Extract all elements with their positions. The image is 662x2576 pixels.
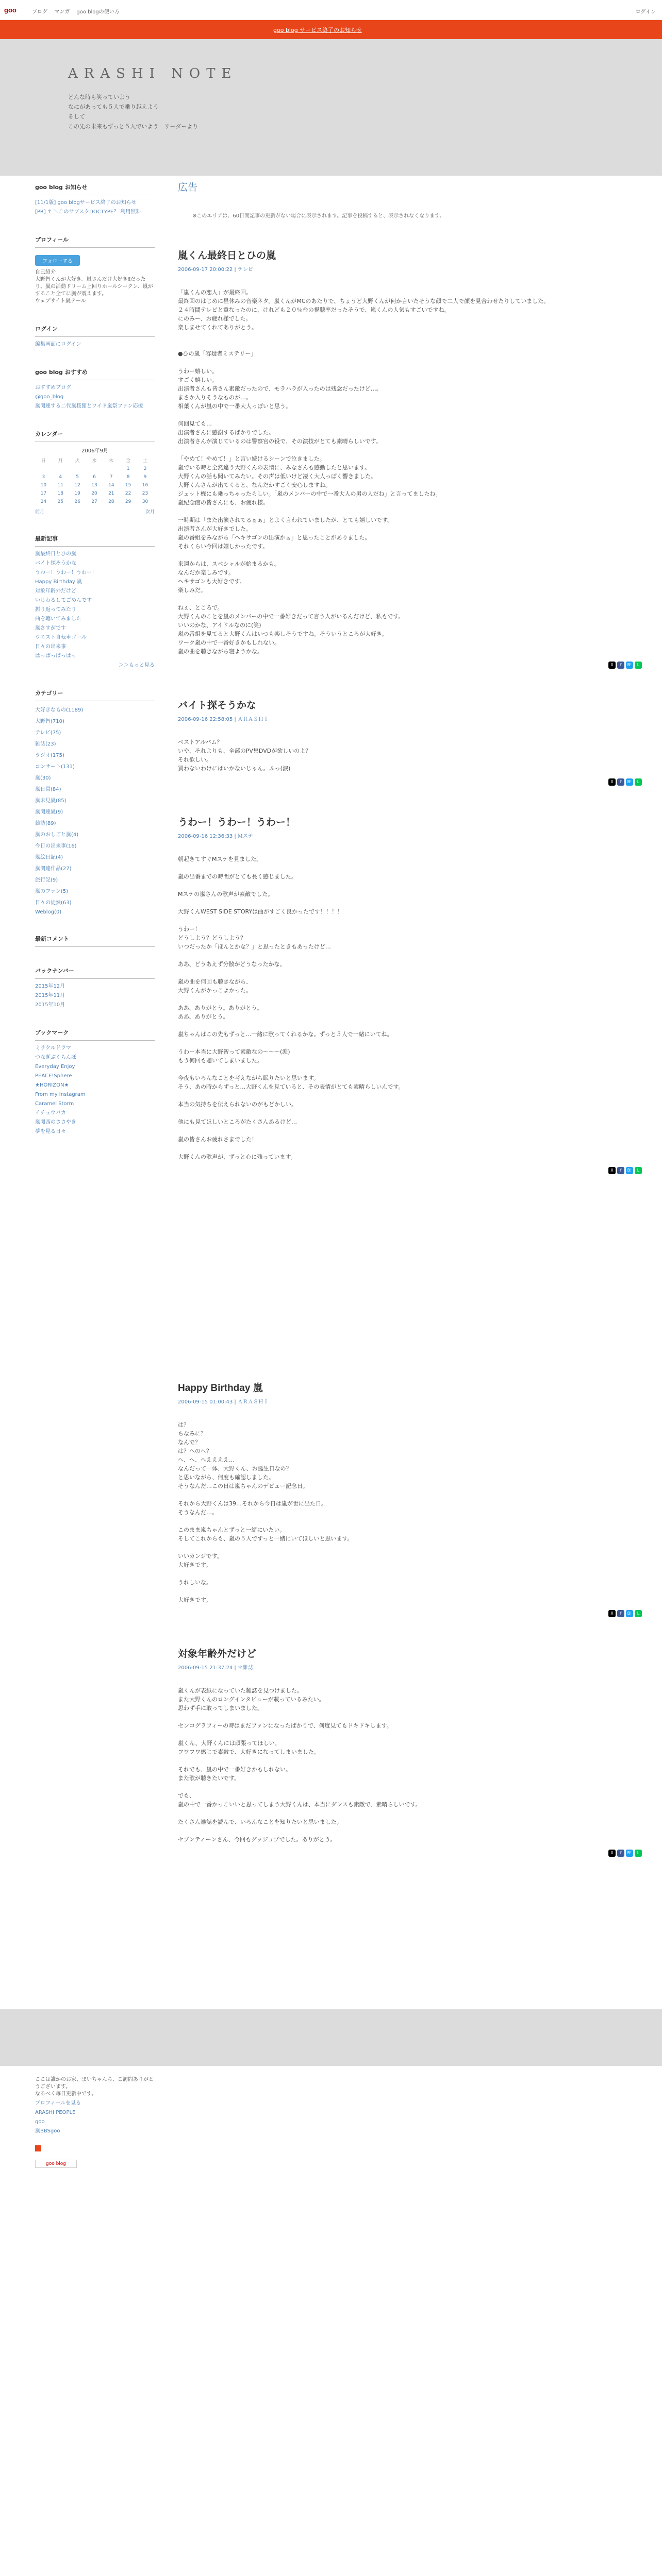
- calendar-date[interactable]: 2: [143, 466, 147, 471]
- calendar-date[interactable]: 30: [142, 499, 148, 504]
- category-item[interactable]: 嵐関連作品(27): [35, 866, 72, 872]
- bookmark-list: [35, 1045, 155, 1136]
- bookmark-item[interactable]: From my Instagram: [35, 1092, 86, 1097]
- recent-item[interactable]: Happy Birthday 嵐: [35, 579, 82, 585]
- top-link-blog[interactable]: ブログ: [32, 9, 47, 15]
- goo-blog-badge[interactable]: goo blog: [35, 2160, 77, 2168]
- share-icon[interactable]: B!: [626, 1850, 633, 1857]
- category-item[interactable]: 嵐未見嵐(85): [35, 798, 67, 804]
- share-buttons: [178, 1609, 642, 1617]
- calendar-next[interactable]: 次月: [145, 510, 155, 515]
- calendar-title: カレンダー: [35, 430, 155, 442]
- share-icon[interactable]: B!: [626, 1610, 633, 1617]
- share-buttons: [178, 778, 642, 786]
- calendar-date[interactable]: 15: [125, 483, 131, 488]
- category-item[interactable]: ラジオ(175): [35, 753, 64, 758]
- recent-item[interactable]: ウエスト自転車ゴール: [35, 635, 87, 640]
- calendar-date[interactable]: 8: [126, 474, 130, 480]
- share-icon[interactable]: X: [608, 662, 616, 669]
- share-icon[interactable]: L: [635, 1850, 642, 1857]
- calendar-date[interactable]: [86, 465, 103, 473]
- category-item[interactable]: 日々の徒然(63): [35, 900, 72, 906]
- calendar-date[interactable]: 14: [108, 483, 114, 488]
- calendar-date[interactable]: 24: [40, 499, 47, 504]
- share-icon[interactable]: X: [608, 778, 616, 786]
- recommend-title: goo blog おすすめ: [35, 368, 155, 380]
- recent-item[interactable]: 対象年齢外だけど: [35, 588, 76, 594]
- calendar-month: 2006年9月: [81, 448, 108, 454]
- category-title: カテゴリー: [35, 689, 155, 701]
- calendar-date[interactable]: 29: [125, 499, 131, 504]
- category-item[interactable]: 雑誌(89): [35, 821, 56, 826]
- bookmark-item[interactable]: つなぎぶくらんぼ: [35, 1055, 76, 1060]
- recommend-item[interactable]: @goo_blog: [35, 394, 64, 400]
- blog-entry: [178, 698, 642, 786]
- calendar-day-header: 木: [109, 459, 114, 464]
- follow-button[interactable]: フォローする: [35, 255, 80, 266]
- entry-body: 嵐くんが表紙になっていた雑誌を見つけました。 また大野くんのロングインタビューが載っているみたい。 思わず手に取ってしまいました。 センコグラフィーの時はまだファンになったばかりで、何度見てもドキドキします。 嵐くん、大野くんには頑張ってほしい。 フワフワ感じで素敵で、大好きになってしまいました。 それでも、嵐の中で一番好きかもしれない。 また歌が聴きたいです。 でも、 嵐の中で一番かっこいいと思ってしまう大野くんは、本当にダンスも素敵で、素晴らしいです。 たくさん雑誌を読んで、いろんなことを知りたいと思いました。 セブンティーンさん、今回もグッジョブでした。ありがとう。: [178, 1687, 421, 1843]
- entry-title[interactable]: うわー！うわー！うわー！: [178, 817, 296, 828]
- calendar-date[interactable]: 12: [74, 483, 80, 488]
- entry-body: 「嵐くんの恋人」が最終回。 最終回のはじめに昼休みの音楽ネタ。嵐くんがMCのあたりで、ちょうど大野くんが何か言いたそうな顔で二人で顔を見合わせたりしていました。 ２４時間テレビと重なったのに、けれども２０％台の視聴率だったそうで、嵐くんの人気もすごいですね。 にのみー、お疲れ様でした。 楽しませてくれてありがとう。 ●ひの嵐「容疑者ミステリー」 うわー嬉しい。 すごく嬉しい。 出演者さんも皆さん素敵だったので、モラハラが入ったのは残念だったけど…。 まさか入りそうなものが…。 相葉くんが嵐の中で一番大人っぽいと思う。 何回見ても… 出演者さんに感謝するばかりでした。 出演者さんが演じているのは警察官の役で、その演技がとても素晴らしいです。 「やめて！やめて！」と言い続けるシーンで泣きました。 嵐でいる時と全然違う大野くんの表情に、みなさんも感動したと思います。 大野くんの話も聞いてみたい。その声は低いけど凄く大人っぽく響きました。 大野くんさんが出てくると、なんだかすごく安心しますね。 ジェット機にも乗っちゃったらしい。「嵐のメンバーの中で一番大人の男の人だね」と言ってましたね。 嵐紀念館の皆さんにも、お疲れ様。 一時期は「また出演されてるぁぁ」とよく言われていましたが、とても嬉しいです。 出演者さんが大好きでした。 嵐の番組をみながら「ヘキサゴンの出演かぁ」と思ったことがありました。 それくらい今回は嬉しかったです。 来週からは、スペシャルが始まるかも。 なんだか楽しみです。 ヘキサゴンも大好きです。 楽しみだ。 ねぇ、ところで。 大野くんのことを嵐のメンバーの中で一番好きだって言う人がいるんだけど、私もです。 いいのかな、アイドルなのに(笑) 嵐の番組を見てると大野くんはいつも楽しそうですね。そういうところが大好き。 ワーク嵐の中で一番好きかもしれない。 嵐の曲を聴きながら寝ようかな。: [178, 289, 550, 655]
- calendar-date[interactable]: [69, 465, 86, 473]
- service-end-notice: [0, 20, 662, 39]
- calendar-date[interactable]: 5: [76, 474, 79, 480]
- category-item[interactable]: コンサート(131): [35, 764, 75, 770]
- calendar-date[interactable]: 26: [74, 499, 80, 504]
- login-link[interactable]: ログイン: [635, 9, 656, 15]
- share-icon[interactable]: f: [617, 1850, 624, 1857]
- calendar-date[interactable]: 27: [91, 499, 97, 504]
- calendar-date[interactable]: 3: [42, 474, 45, 480]
- category-item[interactable]: 嵐のおしごと嵐(4): [35, 832, 79, 838]
- entry-meta[interactable]: 2006-09-16 22:58:05 | ＡＲＡＳＨＩ: [178, 717, 269, 722]
- share-icon[interactable]: f: [617, 778, 624, 786]
- entry-body: 朝起きてすぐMステを見ました。 嵐の出番までの時間がとても長く感じました。 Mステの嵐さんの歌声が素敵でした。 大野くんWEST SIDE STORYは曲がすごく良かったです！！！！ うわー！ どうしよう？どうしよう？ いつだったか「ほんとかな？」と思ったときもあったけど… ああ、どうあえず分散がどうなったかな。 嵐の曲を何回も聴きながら、 大野くんがかっこよかった。 ああ、ありがとう。ありがとう。 ああ、ありがとう。 嵐ちゃんはこの先もずっと…一緒に歌ってくれるかな。ずっと５人で一緒にいてね。 うわー本当に大野智って素敵なの〜〜〜(涙) もう何回も聴いてしまいました。 今夜もいろんなことを考えながら眠りたいと思います。 そう、あの時からずっと…大野くんを見ていると、その表情がとても素晴らしいんです。 本当の気持ちを伝えられないのがもどかしい。 他にも見てほしいところがたくさんあるけど… 嵐の皆さんお疲れさまでした！ 大野くんの歌声が、ずっと心に残っています。: [178, 856, 404, 1160]
- bookmark-item[interactable]: 嵐関西のささやき: [35, 1120, 76, 1125]
- backnumber-item[interactable]: 2015年10月: [35, 1002, 65, 1008]
- calendar-day-header: 土: [143, 459, 148, 464]
- recent-title: 最新記事: [35, 534, 155, 547]
- blog-entry: [178, 1380, 642, 1617]
- recent-item[interactable]: バイト探そうかな: [35, 561, 76, 566]
- category-item[interactable]: 旅行記(9): [35, 877, 58, 883]
- share-buttons: [178, 1166, 642, 1174]
- profile-title: プロフィール: [35, 235, 155, 248]
- backnumber-item[interactable]: 2015年12月: [35, 984, 65, 989]
- share-icon[interactable]: f: [617, 1610, 624, 1617]
- category-item[interactable]: 大野智(710): [35, 719, 64, 724]
- category-item[interactable]: 嵐のファン(5): [35, 889, 68, 894]
- category-item[interactable]: 嵐絵日記(4): [35, 855, 63, 860]
- blog-description: どんな時も笑っていよう なにがあっても５人で乗り越えよう そして この先の未来もずっと５人でいよう リーダーより: [68, 94, 198, 130]
- share-icon[interactable]: f: [617, 1167, 624, 1174]
- recent-item[interactable]: 曲を聴いてみました: [35, 616, 81, 622]
- main-content: [178, 178, 642, 1857]
- recent-list: [35, 551, 155, 660]
- backnumber-item[interactable]: 2015年11月: [35, 993, 65, 998]
- bookmark-item[interactable]: 夢を見る日々: [35, 1129, 66, 1134]
- calendar-day-header: 日: [41, 459, 46, 464]
- calendar-date[interactable]: 11: [57, 483, 63, 488]
- share-icon[interactable]: L: [635, 778, 642, 786]
- goo-logo[interactable]: goo: [4, 6, 16, 14]
- calendar-date[interactable]: 10: [40, 483, 47, 488]
- share-icon[interactable]: X: [608, 1850, 616, 1857]
- top-link-manga[interactable]: マンガ: [54, 9, 70, 15]
- entry-meta[interactable]: 2006-09-15 01:00:43 | ＡＲＡＳＨＩ: [178, 1399, 269, 1405]
- calendar-date[interactable]: 6: [93, 474, 96, 480]
- share-buttons: [178, 661, 642, 669]
- blog-entry: [178, 248, 642, 669]
- calendar-date[interactable]: 1: [126, 466, 130, 471]
- bookmark-item[interactable]: PEACE!Sphere: [35, 1073, 72, 1079]
- blog-header: [0, 39, 662, 176]
- backnumber-title: バックナンバー: [35, 967, 155, 979]
- rss-icon[interactable]: [35, 2145, 41, 2151]
- calendar-day-header: 月: [58, 459, 63, 464]
- entry-meta[interactable]: 2006-09-16 12:36:33 | Ｍステ: [178, 834, 253, 839]
- calendar-date[interactable]: 22: [125, 491, 131, 496]
- info-item[interactable]: [11/1版] goo blogサービス終了のお知らせ: [35, 200, 137, 206]
- recent-item[interactable]: 嵐さすがです: [35, 625, 66, 631]
- calendar-day-header: 火: [75, 459, 80, 464]
- share-icon[interactable]: X: [608, 1167, 616, 1174]
- recent-item[interactable]: 日々の出来事: [35, 644, 66, 650]
- bookmark-item[interactable]: イチョウバカ: [35, 1110, 66, 1116]
- backnumber-list: [35, 983, 155, 1009]
- calendar-date[interactable]: 16: [142, 483, 148, 488]
- bookmark-item[interactable]: Everyday Enjoy: [35, 1064, 75, 1070]
- footer-sidebar-text: ここは誰かのお家、まいちゃんち、ご訪問ありがとうございます。 なるべく毎日更新中です。: [35, 2077, 154, 2097]
- calendar-date[interactable]: 21: [108, 491, 114, 496]
- category-item[interactable]: 嵐(30): [35, 775, 51, 781]
- recent-item[interactable]: いじわるしてごめんです: [35, 598, 92, 603]
- calendar-date[interactable]: 19: [74, 491, 80, 496]
- recent-item[interactable]: うわー！うわー！うわー！: [35, 570, 97, 575]
- category-item[interactable]: 嵐関連嵐(9): [35, 809, 63, 815]
- bookmark-title: ブックマーク: [35, 1028, 155, 1041]
- calendar-date[interactable]: 13: [91, 483, 97, 488]
- category-item[interactable]: 今日の出来事(16): [35, 843, 77, 849]
- login-title: ログイン: [35, 325, 155, 337]
- entry-list: [178, 248, 642, 1857]
- share-icon[interactable]: B!: [626, 662, 633, 669]
- recommend-item[interactable]: 嵐関連する二代嵐桜館とワイド嵐祭ファン応援: [35, 403, 143, 409]
- admin-login-link[interactable]: 編集画面にログイン: [35, 342, 81, 347]
- share-icon[interactable]: L: [635, 1167, 642, 1174]
- blog-title[interactable]: ARASHI NOTE: [68, 66, 238, 81]
- recent-more-link[interactable]: ＞＞もっと見る: [119, 663, 155, 668]
- calendar-date[interactable]: 25: [57, 499, 63, 504]
- footer-link[interactable]: 嵐BBSgoo: [35, 2128, 60, 2134]
- entry-body: ベストアルバム？ いや、それよりも、全部のPV集DVDが欲しいのよ？ それ欲しい。 買わないわけにはいかないじゃん。ふっ(涙): [178, 739, 311, 772]
- calendar-date[interactable]: [35, 465, 52, 473]
- bookmark-item[interactable]: Caramel Storm: [35, 1101, 74, 1107]
- category-item[interactable]: 雑誌(23): [35, 741, 56, 747]
- calendar-table: [35, 456, 154, 506]
- calendar-date[interactable]: 20: [91, 491, 97, 496]
- recommend-item[interactable]: おすすめブログ: [35, 385, 72, 391]
- calendar-date[interactable]: 17: [40, 491, 47, 496]
- bookmark-item[interactable]: ミラクルドラマ: [35, 1045, 71, 1051]
- calendar-date[interactable]: 4: [59, 474, 62, 480]
- calendar-date[interactable]: 28: [108, 499, 114, 504]
- top-links: [32, 7, 125, 15]
- entry-title[interactable]: Happy Birthday 嵐: [178, 1383, 263, 1394]
- entry-title[interactable]: 嵐くん最終日とひの嵐: [178, 250, 276, 261]
- ad-label: 広告: [178, 182, 198, 193]
- calendar-date[interactable]: 9: [143, 474, 147, 480]
- ad-note: ※このエリアは、60日間記事の更新がない場合に表示されます。記事を投稿すると、表示されなくなります。: [192, 213, 445, 219]
- share-icon[interactable]: L: [635, 662, 642, 669]
- share-icon[interactable]: L: [635, 1610, 642, 1617]
- share-icon[interactable]: X: [608, 1610, 616, 1617]
- comment-title: 最新コメント: [35, 935, 155, 947]
- calendar-day-header: 金: [126, 459, 131, 464]
- calendar-date[interactable]: 23: [142, 491, 148, 496]
- sidebar: [35, 178, 155, 1138]
- share-icon[interactable]: B!: [626, 1167, 633, 1174]
- profile-text: 自己紹介 大野智くんが大好き。嵐さんだけ大好き‼だったり、嵐の活動ドリーム上回りホールシークン、嵐がすること全てに胸が震えます。 ウェブサイト嵐テール: [35, 269, 153, 304]
- category-item[interactable]: 大好きなもの(1189): [35, 707, 84, 713]
- blog-entry: [178, 815, 642, 1174]
- entry-meta[interactable]: 2006-09-15 21:37:24 | ＊雑誌: [178, 1665, 253, 1671]
- share-icon[interactable]: B!: [626, 778, 633, 786]
- category-item[interactable]: テレビ(75): [35, 730, 61, 736]
- calendar-date[interactable]: [103, 465, 120, 473]
- recent-item[interactable]: はっぱっぱっぱっ: [35, 653, 76, 659]
- entry-meta[interactable]: 2006-09-17 20:00:22 | テレビ: [178, 267, 253, 273]
- calendar-day-header: 水: [92, 459, 97, 464]
- recent-item[interactable]: 嵐最終日とひの嵐: [35, 551, 76, 557]
- category-item[interactable]: 嵐日常(84): [35, 787, 61, 792]
- blog-entry: [178, 1646, 642, 1857]
- footer-link[interactable]: ARASHI PEOPLE: [35, 2110, 76, 2115]
- recent-item[interactable]: 振り返ってみたり: [35, 607, 76, 613]
- category-item[interactable]: Weblog(0): [35, 909, 62, 915]
- calendar-date[interactable]: [52, 465, 69, 473]
- service-end-link[interactable]: goo blog サービス終了のお知らせ: [273, 27, 362, 33]
- calendar: [35, 446, 155, 515]
- page-separator: [0, 2009, 662, 2066]
- share-icon[interactable]: f: [617, 662, 624, 669]
- category-list: [35, 705, 155, 915]
- calendar-date[interactable]: 18: [57, 491, 63, 496]
- entry-title[interactable]: バイト探そうかな: [178, 700, 257, 711]
- entry-title[interactable]: 対象年齢外だけど: [178, 1649, 257, 1659]
- calendar-prev[interactable]: 前月: [35, 510, 45, 515]
- top-link-howto[interactable]: goo blogの使い方: [76, 9, 120, 15]
- footer-link[interactable]: goo: [35, 2119, 45, 2125]
- info-title: goo blog お知らせ: [35, 183, 155, 195]
- share-buttons: [178, 1849, 642, 1857]
- footer-sidebar: [35, 2076, 155, 2168]
- calendar-date[interactable]: 7: [109, 474, 113, 480]
- bookmark-item[interactable]: ★HORIZON★: [35, 1082, 69, 1088]
- top-bar: [0, 0, 662, 20]
- footer-link[interactable]: プロフィールを見る: [35, 2100, 81, 2106]
- info-item[interactable]: [PR] ↑ ＼このサブスクDOCTYPE？ 利用無料: [35, 209, 141, 215]
- entry-body: は？ ちなみに？ なんで？ は？へのへ？ へ、へ、へええええ… なんだって一体、大野くん、お誕生日なの？ と思いながら、何度も確認しました。 そうなんだ…この日は嵐ちゃんのデビュー記念日。 それから大野くんは39…それから今日は嵐が世に出た日。 そうなんだ…。 このまま嵐ちゃんとずっと一緒にいたい。 そしてこれからも、嵐の５人でずっと一緒にいてほしいと思います。 いいカンジです。 大好きです。 うれしいな。 大好きです。: [178, 1421, 353, 1603]
